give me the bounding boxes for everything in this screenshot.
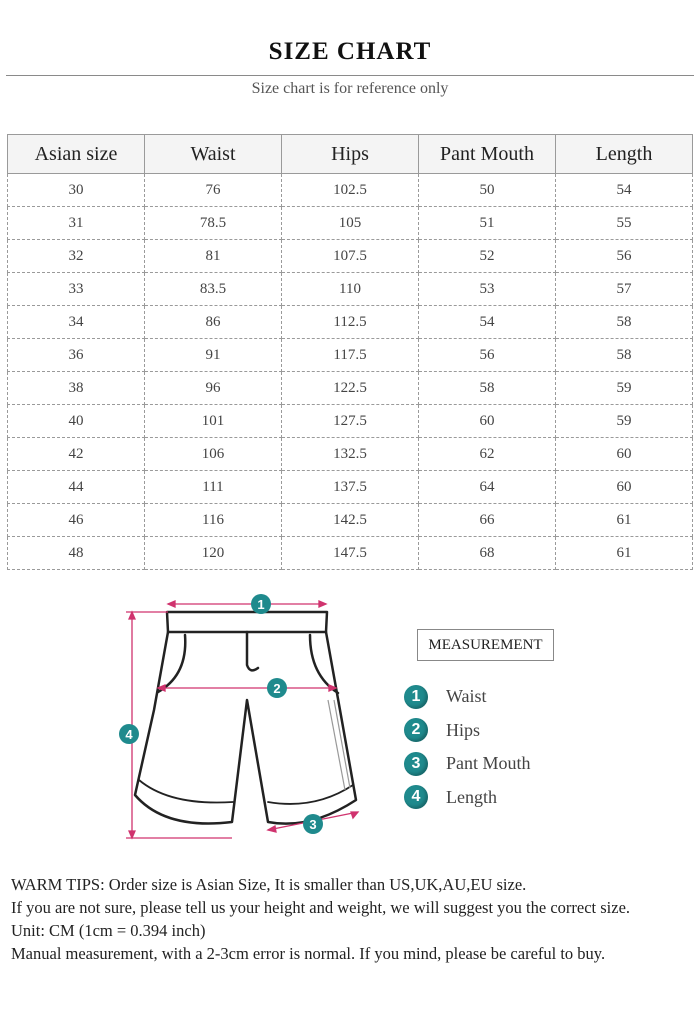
title-divider: [6, 75, 694, 76]
right-hem: [268, 785, 353, 804]
table-header-row: [8, 135, 693, 174]
table-cell: 132.5: [282, 438, 419, 471]
table-row: [8, 504, 693, 537]
svg-text:1: 1: [257, 597, 265, 612]
table-cell: 33: [8, 273, 145, 306]
table-cell: 112.5: [282, 306, 419, 339]
svg-text:4: 4: [125, 727, 133, 742]
table-cell: 42: [8, 438, 145, 471]
number-badge-icon: 4: [404, 785, 428, 809]
table-row: [8, 471, 693, 504]
table-cell: 59: [556, 372, 693, 405]
table-cell: 53: [419, 273, 556, 306]
legend-label: Waist: [446, 686, 487, 707]
table-cell: 102.5: [282, 174, 419, 207]
table-cell: 64: [419, 471, 556, 504]
table-cell: 122.5: [282, 372, 419, 405]
diagram-marker-4: [119, 724, 139, 744]
number-badge-icon: 1: [404, 685, 428, 709]
table-row: [8, 306, 693, 339]
table-cell: 83.5: [145, 273, 282, 306]
legend-label: Hips: [446, 719, 481, 740]
table-cell: 60: [556, 438, 693, 471]
measurement-heading: MEASUREMENT: [417, 629, 554, 661]
table-cell: 142.5: [282, 504, 419, 537]
tip-line: WARM TIPS: Order size is Asian Size, It is smaller than US,UK,AU,EU size.: [11, 875, 527, 894]
table-cell: 107.5: [282, 240, 419, 273]
table-cell: 120: [145, 537, 282, 570]
table-cell: 31: [8, 207, 145, 240]
table-cell: 55: [556, 207, 693, 240]
page-title: SIZE CHART: [268, 38, 432, 65]
table-cell: 58: [556, 306, 693, 339]
waistband-outline: [167, 612, 327, 632]
tip-line: Manual measurement, with a 2-3cm error is normal. If you mind, please be careful to buy.: [11, 944, 606, 963]
table-cell: 56: [556, 240, 693, 273]
table-cell: 147.5: [282, 537, 419, 570]
table-cell: 54: [556, 174, 693, 207]
tip-line: Unit: CM (1cm = 0.394 inch): [11, 921, 206, 940]
table-cell: 60: [419, 405, 556, 438]
table-cell: 62: [419, 438, 556, 471]
warm-tips: [11, 873, 691, 965]
table-row: [8, 339, 693, 372]
table-cell: 56: [419, 339, 556, 372]
table-cell: 44: [8, 471, 145, 504]
table-cell: 30: [8, 174, 145, 207]
table-cell: 78.5: [145, 207, 282, 240]
diagram-marker-3: [303, 814, 323, 834]
table-cell: 58: [556, 339, 693, 372]
table-cell: 52: [419, 240, 556, 273]
tip-line: If you are not sure, please tell us your height and weight, we will suggest you the correct size.: [11, 898, 631, 917]
legend-item-hips: [404, 714, 624, 748]
table-cell: 32: [8, 240, 145, 273]
table-cell: 59: [556, 405, 693, 438]
legend-item-waist: [404, 680, 624, 714]
legend-item-pant-mouth: [404, 747, 624, 781]
number-badge-icon: 3: [404, 752, 428, 776]
left-hem: [139, 780, 233, 803]
table-cell: 40: [8, 405, 145, 438]
diagram-marker-2: [267, 678, 287, 698]
table-cell: 48: [8, 537, 145, 570]
table-row: [8, 372, 693, 405]
table-cell: 81: [145, 240, 282, 273]
table-body: [8, 174, 693, 570]
right-pocket: [310, 635, 338, 693]
svg-text:3: 3: [309, 817, 317, 832]
table-cell: 117.5: [282, 339, 419, 372]
table-row: [8, 405, 693, 438]
table-cell: 110: [282, 273, 419, 306]
legend-label: Length: [446, 786, 497, 807]
table-cell: 111: [145, 471, 282, 504]
table-cell: 96: [145, 372, 282, 405]
table-cell: 101: [145, 405, 282, 438]
table-row: [8, 207, 693, 240]
table-row: [8, 438, 693, 471]
table-cell: 60: [556, 471, 693, 504]
shorts-diagram: [110, 590, 370, 850]
column-header-pant-mouth: Pant Mouth: [419, 135, 556, 174]
table-cell: 36: [8, 339, 145, 372]
table-cell: 50: [419, 174, 556, 207]
column-header-length: Length: [556, 135, 693, 174]
table-cell: 127.5: [282, 405, 419, 438]
table-cell: 38: [8, 372, 145, 405]
column-header-asian-size: Asian size: [8, 135, 145, 174]
table-cell: 61: [556, 504, 693, 537]
column-header-waist: Waist: [145, 135, 282, 174]
legend-label: Pant Mouth: [446, 753, 531, 774]
table-cell: 51: [419, 207, 556, 240]
column-header-hips: Hips: [282, 135, 419, 174]
fly-line: [247, 632, 258, 670]
table-row: [8, 537, 693, 570]
table-cell: 34: [8, 306, 145, 339]
table-cell: 66: [419, 504, 556, 537]
legend-item-length: [404, 781, 624, 815]
table-cell: 46: [8, 504, 145, 537]
table-cell: 106: [145, 438, 282, 471]
table-cell: 61: [556, 537, 693, 570]
table-cell: 116: [145, 504, 282, 537]
table-cell: 86: [145, 306, 282, 339]
table-cell: 68: [419, 537, 556, 570]
table-row: [8, 174, 693, 207]
table-row: [8, 240, 693, 273]
measurement-legend: [404, 680, 624, 814]
number-badge-icon: 2: [404, 718, 428, 742]
table-cell: 105: [282, 207, 419, 240]
table-cell: 76: [145, 174, 282, 207]
size-table: [7, 134, 693, 570]
table-cell: 137.5: [282, 471, 419, 504]
table-row: [8, 273, 693, 306]
table-cell: 57: [556, 273, 693, 306]
table-cell: 54: [419, 306, 556, 339]
page-subtitle: Size chart is for reference only: [251, 80, 449, 97]
table-cell: 58: [419, 372, 556, 405]
diagram-marker-1: [251, 594, 271, 614]
table-cell: 91: [145, 339, 282, 372]
svg-text:2: 2: [273, 681, 281, 696]
